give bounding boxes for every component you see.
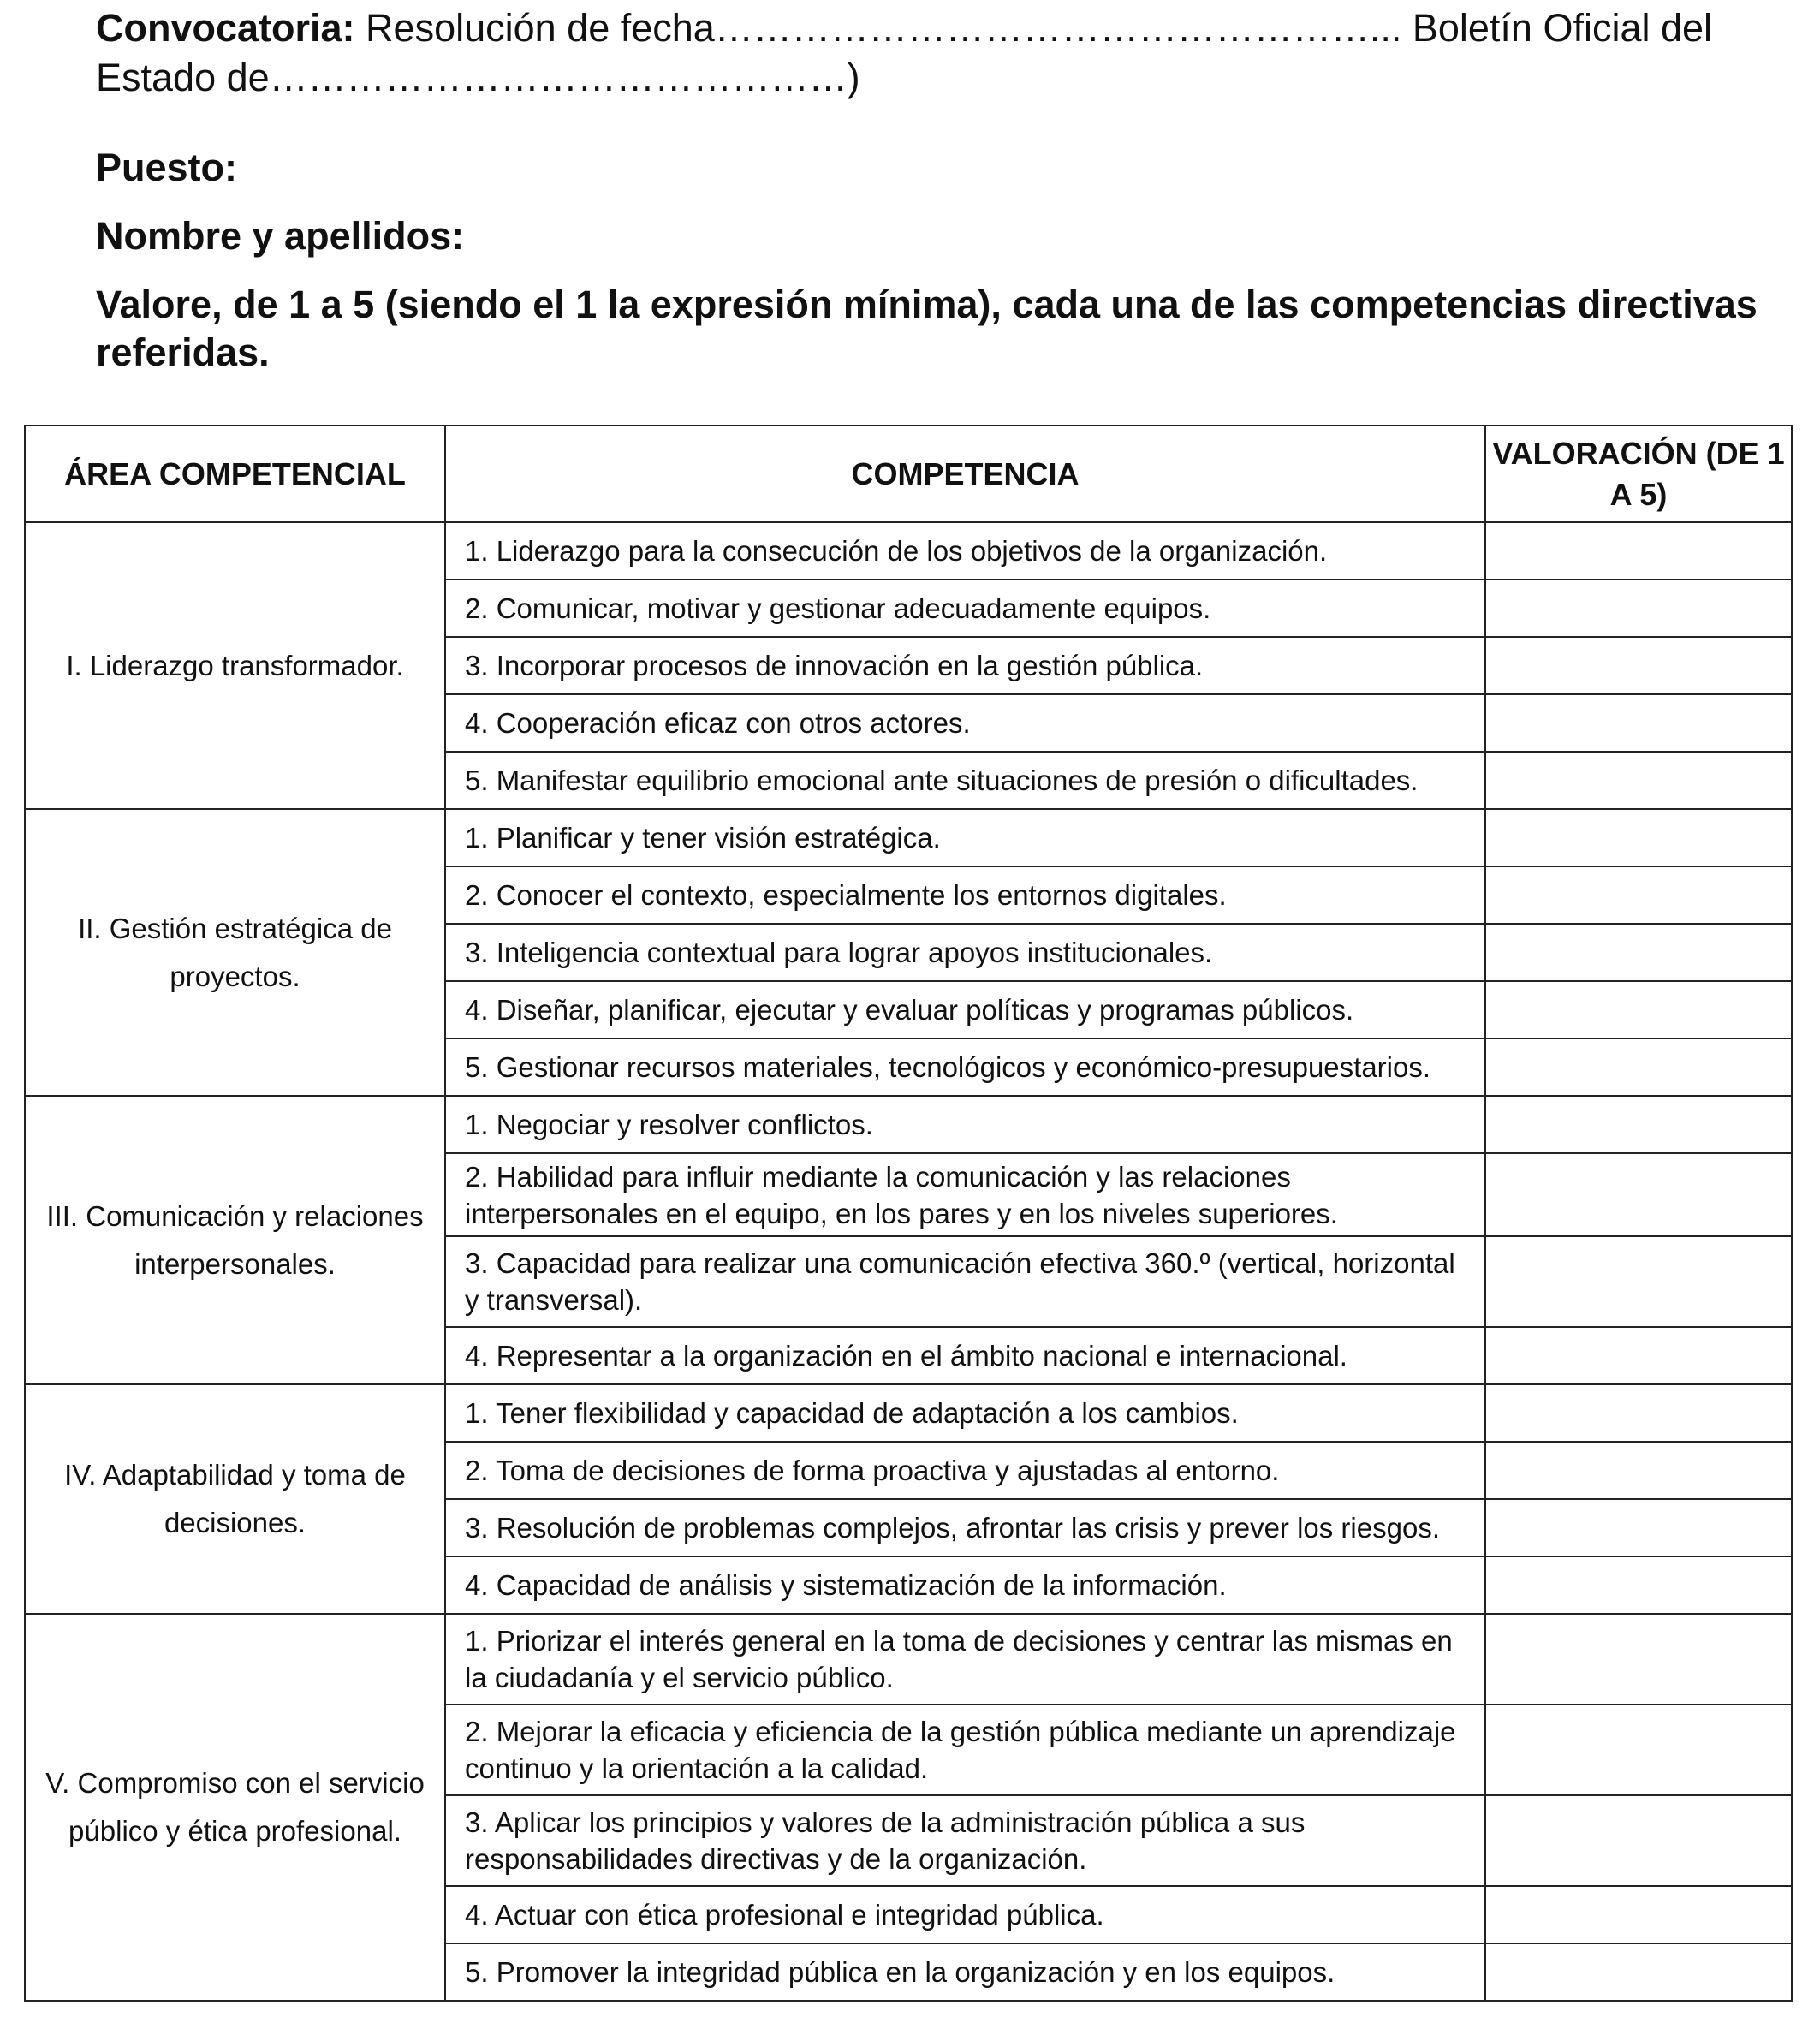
header-valoracion: VALORACIÓN (DE 1 A 5)	[1485, 425, 1792, 522]
valoracion-cell[interactable]	[1485, 1795, 1792, 1886]
competencia-cell: 2. Mejorar la eficacia y eficiencia de la gestión pública mediante un aprendizaje continuo y la orientación a la calidad.	[445, 1705, 1485, 1795]
table-row	[25, 1614, 1792, 1705]
area-cell: IV. Adaptabilidad y toma de decisiones.	[25, 1384, 445, 1614]
competencia-cell: 3. Capacidad para realizar una comunicación efectiva 360.º (vertical, horizontal y transversal).	[445, 1236, 1485, 1327]
valoracion-cell[interactable]	[1485, 1442, 1792, 1499]
valoracion-cell[interactable]	[1485, 924, 1792, 981]
table-row	[25, 1096, 1792, 1153]
valoracion-cell[interactable]	[1485, 694, 1792, 752]
area-cell: I. Liderazgo transformador.	[25, 522, 445, 809]
convocatoria-text-before: Resolución de fecha	[354, 6, 715, 50]
table-row	[25, 522, 1792, 580]
convocatoria-line	[96, 3, 1803, 103]
competencia-cell: 1. Tener flexibilidad y capacidad de adaptación a los cambios.	[445, 1384, 1485, 1442]
valoracion-cell[interactable]	[1485, 1499, 1792, 1556]
valoracion-cell[interactable]	[1485, 1614, 1792, 1705]
valoracion-cell[interactable]	[1485, 1556, 1792, 1614]
valoracion-cell[interactable]	[1485, 809, 1792, 866]
valoracion-cell[interactable]	[1485, 981, 1792, 1038]
competencia-cell: 5. Gestionar recursos materiales, tecnológicos y económico-presupuestarios.	[445, 1038, 1485, 1096]
instruction-text: Valore, de 1 a 5 (siendo el 1 la expresión mínima), cada una de las competencias directivas referidas.	[96, 283, 1758, 374]
valoracion-cell[interactable]	[1485, 1153, 1792, 1236]
table-row	[25, 809, 1792, 866]
competencia-cell: 2. Conocer el contexto, especialmente los entornos digitales.	[445, 866, 1485, 924]
nombre-label: Nombre y apellidos:	[96, 214, 465, 258]
competencia-cell: 3. Aplicar los principios y valores de la administración pública a sus responsabilidades directivas y de la organización.	[445, 1795, 1485, 1886]
convocatoria-label: Convocatoria:	[96, 6, 355, 50]
boletin-dots: ………………………………………	[269, 56, 848, 99]
valoracion-cell[interactable]	[1485, 1038, 1792, 1096]
valoracion-cell[interactable]	[1485, 1327, 1792, 1384]
competencia-cell: 2. Comunicar, motivar y gestionar adecuadamente equipos.	[445, 580, 1485, 637]
competencia-cell: 2. Toma de decisiones de forma proactiva y ajustadas al entorno.	[445, 1442, 1485, 1499]
convocatoria-closing: )	[847, 56, 860, 99]
competencia-cell: 4. Cooperación eficaz con otros actores.	[445, 694, 1485, 752]
table-row	[25, 1384, 1792, 1442]
competencia-cell: 1. Priorizar el interés general en la toma de decisiones y centrar las mismas en la ciudadanía y el servicio público.	[445, 1614, 1485, 1705]
valoracion-cell[interactable]	[1485, 1886, 1792, 1943]
valoracion-cell[interactable]	[1485, 1705, 1792, 1795]
valoracion-cell[interactable]	[1485, 752, 1792, 809]
valoracion-cell[interactable]	[1485, 580, 1792, 637]
fecha-dots: ……………………………………………...	[714, 6, 1402, 50]
valoracion-cell[interactable]	[1485, 866, 1792, 924]
competencia-cell: 1. Liderazgo para la consecución de los objetivos de la organización.	[445, 522, 1485, 580]
area-cell: V. Compromiso con el servicio público y ética profesional.	[25, 1614, 445, 2001]
competencia-cell: 3. Inteligencia contextual para lograr apoyos institucionales.	[445, 924, 1485, 981]
competencia-cell: 3. Incorporar procesos de innovación en la gestión pública.	[445, 637, 1485, 694]
competencia-cell: 4. Representar a la organización en el ámbito nacional e internacional.	[445, 1327, 1485, 1384]
competencia-cell: 1. Planificar y tener visión estratégica.	[445, 809, 1485, 866]
competencia-cell: 4. Diseñar, planificar, ejecutar y evaluar políticas y programas públicos.	[445, 981, 1485, 1038]
competencia-cell: 4. Actuar con ética profesional e integridad pública.	[445, 1886, 1485, 1943]
area-cell: III. Comunicación y relaciones interpersonales.	[25, 1096, 445, 1384]
competencia-cell: 1. Negociar y resolver conflictos.	[445, 1096, 1485, 1153]
table-header-row	[25, 425, 1792, 522]
valoracion-cell[interactable]	[1485, 1943, 1792, 2001]
valoracion-cell[interactable]	[1485, 637, 1792, 694]
puesto-label: Puesto:	[96, 146, 238, 189]
valoracion-cell[interactable]	[1485, 522, 1792, 580]
competencia-cell: 3. Resolución de problemas complejos, afrontar las crisis y prever los riesgos.	[445, 1499, 1485, 1556]
valoracion-cell[interactable]	[1485, 1384, 1792, 1442]
competencia-cell: 2. Habilidad para influir mediante la comunicación y las relaciones interpersonales en el equipo, en los pares y en los niveles superiores.	[445, 1153, 1485, 1236]
valoracion-cell[interactable]	[1485, 1236, 1792, 1327]
competencia-cell: 4. Capacidad de análisis y sistematización de la información.	[445, 1556, 1485, 1614]
area-cell: II. Gestión estratégica de proyectos.	[25, 809, 445, 1096]
competencia-cell: 5. Manifestar equilibrio emocional ante situaciones de presión o dificultades.	[445, 752, 1485, 809]
header-area: ÁREA COMPETENCIAL	[25, 425, 445, 522]
valoracion-cell[interactable]	[1485, 1096, 1792, 1153]
form-header	[96, 0, 1803, 374]
header-competencia: COMPETENCIA	[445, 425, 1485, 522]
competencias-table	[24, 425, 1793, 2002]
competencia-cell: 5. Promover la integridad pública en la organización y en los equipos.	[445, 1943, 1485, 2001]
convocatoria-text-middle: Boletín Oficial del Estado de	[96, 6, 1713, 99]
